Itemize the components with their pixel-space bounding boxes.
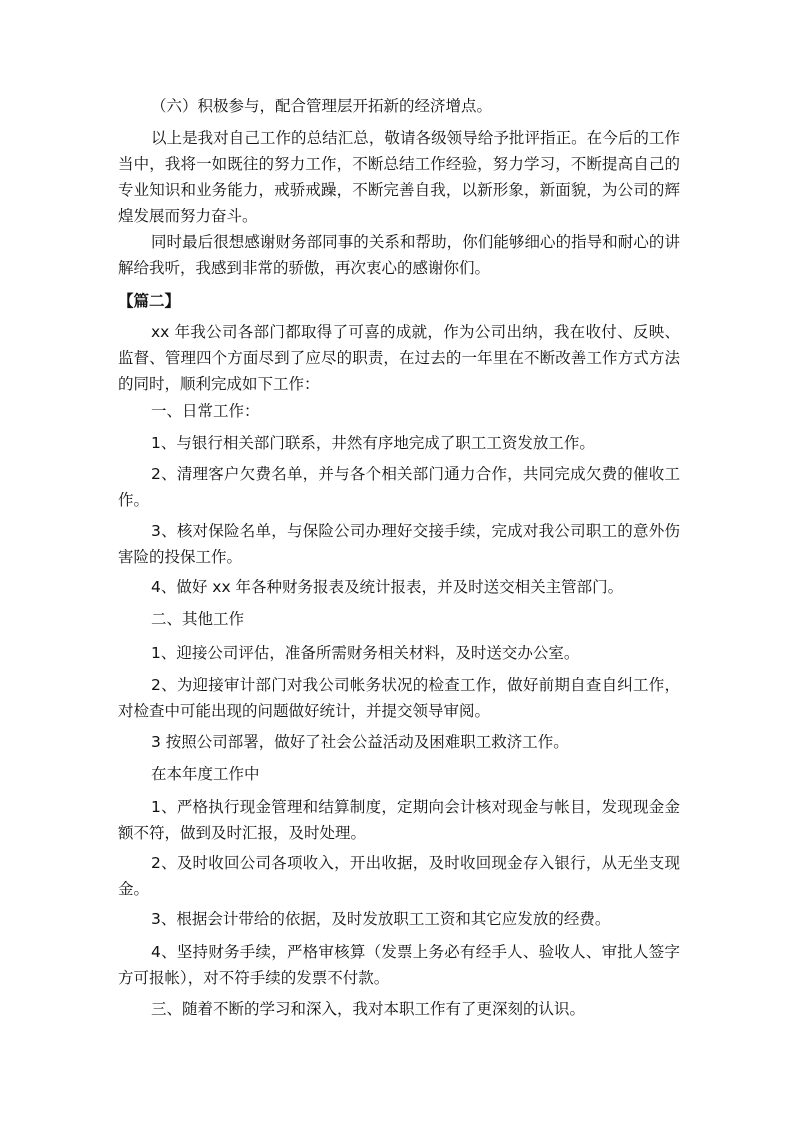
section-heading-daily-work: 一、日常工作：: [151, 402, 260, 420]
paragraph-thanks: 同时最后很想感谢财务部同事的关系和帮助，你们能够细心的指导和耐心的讲解给我听，我感到非常的骄傲，再次衷心的感谢你们。: [118, 233, 680, 277]
paragraph-year-2: 2、及时收回公司各项收入，开出收据，及时收回现金存入银行，从无坐支现金。: [118, 854, 680, 898]
paragraph-other-1: 1、迎接公司评估，准备所需财务相关材料，及时送交办公室。: [151, 644, 580, 662]
paragraph-intro: xx 年我公司各部门都取得了可喜的成就，作为公司出纳，我在收付、反映、监督、管理四个方面尽到了应尽的职责，在过去的一年里在不断改善工作方式方法的同时，顺利完成如下工作：: [118, 323, 680, 393]
paragraph-year-4: 4、坚持财务手续，严格审核算（发票上务必有经手人、验收人、审批人签字方可报帐），对不符手续的发票不付款。: [118, 943, 680, 987]
paragraph-item-6: （六）积极参与，配合管理层开拓新的经济增点。: [151, 97, 493, 115]
paragraph-daily-2: 2、清理客户欠费名单，并与各个相关部门通力合作，共同完成欠费的催收工作。: [118, 465, 680, 509]
paragraph-daily-3: 3、核对保险名单，与保险公司办理好交接手续，完成对我公司职工的意外伤害险的投保工作。: [118, 522, 680, 566]
section-heading-deeper-understanding: 三、随着不断的学习和深入，我对本职工作有了更深刻的认识。: [151, 1000, 586, 1018]
paragraph-year-1: 1、严格执行现金管理和结算制度，定期向会计核对现金与帐目，发现现金金额不符，做到及时汇报，及时处理。: [118, 798, 680, 842]
paragraph-other-3: 3 按照公司部署，做好了社会公益活动及困难职工救济工作。: [151, 733, 569, 751]
section-heading-this-year: 在本年度工作中: [151, 765, 260, 783]
paragraph-daily-4: 4、做好 xx 年各种财务报表及统计报表，并及时送交相关主管部门。: [151, 578, 624, 596]
paragraph-summary: 以上是我对自己工作的总结汇总，敬请各级领导给予批评指正。在今后的工作当中，我将一如既往的努力工作，不断总结工作经验，努力学习，不断提高自己的专业知识和业务能力，戒骄戒躁，不断完善自我，以新形象，新面貌，为公司的辉煌发展而努力奋斗。: [118, 129, 680, 225]
paragraph-daily-1: 1、与银行相关部门联系，井然有序地完成了职工工资发放工作。: [151, 434, 595, 452]
section-heading-other-work: 二、其他工作: [151, 610, 245, 628]
section-heading-part-two: 【篇二】: [118, 292, 181, 310]
paragraph-other-2: 2、为迎接审计部门对我公司帐务状况的检查工作，做好前期自查自纠工作，对检查中可能出现的问题做好统计，并提交领导审阅。: [118, 676, 680, 720]
paragraph-year-3: 3、根据会计带给的依据，及时发放职工工资和其它应发放的经费。: [151, 910, 611, 928]
